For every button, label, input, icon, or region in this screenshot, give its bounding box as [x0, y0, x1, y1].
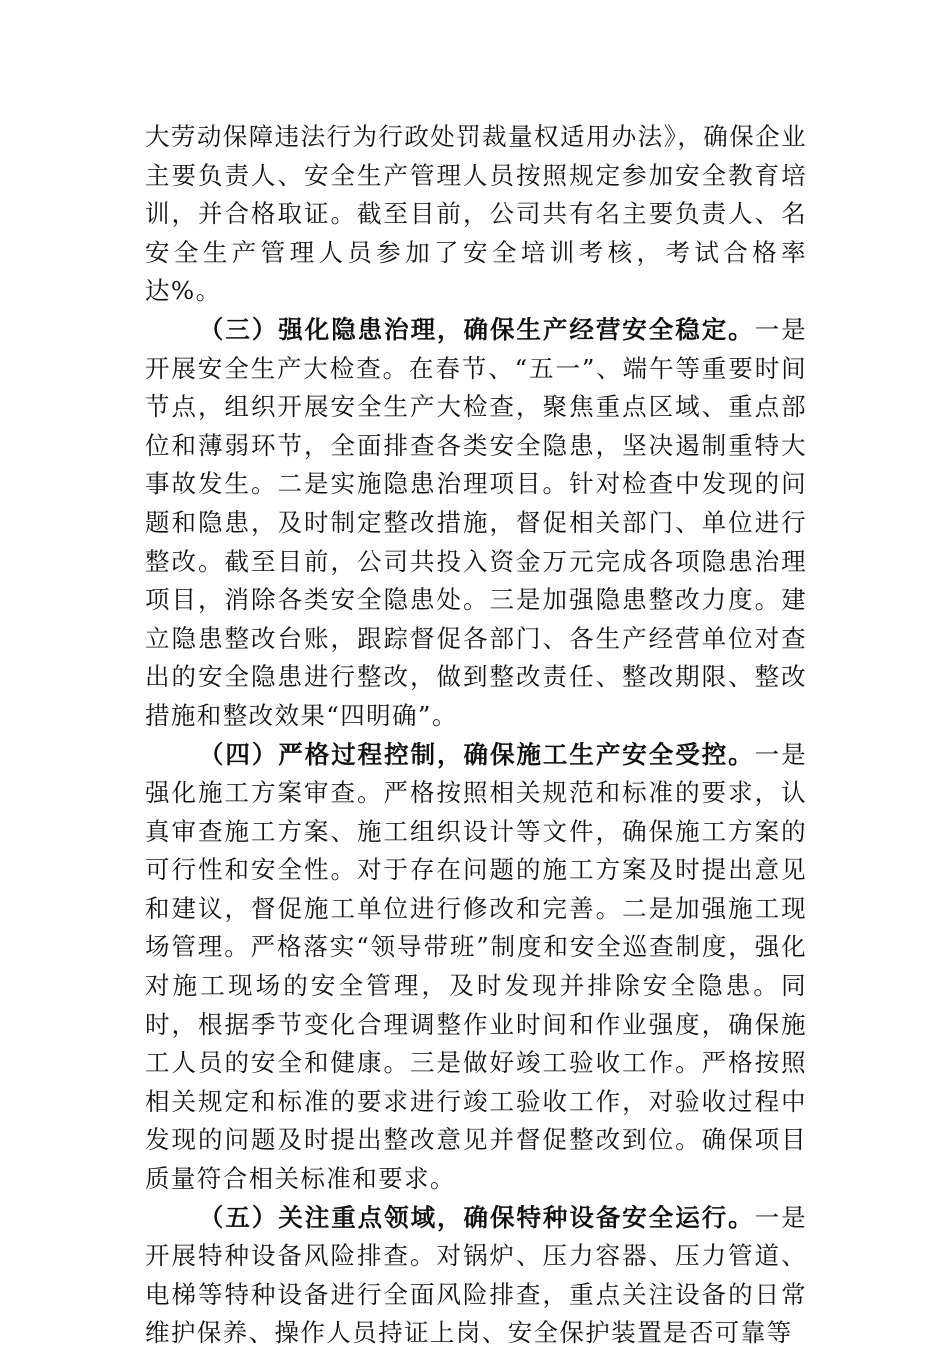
paragraph-text: 一是开展安全生产大检查。在春节、“五一”、端午等重要时间节点，组织开展安全生产大检查，聚焦重点区域、重点部位和薄弱环节，全面排查各类安全隐患，坚决遏制重特大事故发生。二是实施隐患治理项目。针对检查中发现的问题和隐患，及时制定整改措施，督促相关部门、单位进行整改。截至目前，公司共投入资金万元完成各项隐患治理项目，消除各类安全隐患处。三是加强隐患整改力度。建立隐患整改台账，跟踪督促各部门、各生产经营单位对查出的安全隐患进行整改，做到整改责任、整改期限、整改措施和整改效果“四明确”。	[145, 314, 807, 730]
section-heading: （四）严格过程控制，确保施工生产安全受控。	[198, 739, 755, 769]
section-heading: （五）关注重点领域，确保特种设备安全运行。	[198, 1202, 755, 1232]
document-page	[145, 118, 807, 1353]
paragraph-section-4	[145, 736, 807, 1199]
paragraph-text: 大劳动保障违法行为行政处罚裁量权适用办法》，确保企业主要负责人、安全生产管理人员按照规定参加安全教育培训，并合格取证。截至目前，公司共有名主要负责人、名安全生产管理人员参加了安全培训考核，考试合格率达%。	[145, 122, 807, 306]
paragraph-section-5	[145, 1199, 807, 1353]
paragraph-section-3	[145, 311, 807, 736]
section-heading: （三）强化隐患治理，确保生产经营安全稳定。	[198, 314, 755, 344]
paragraph-text: 一是开展特种设备风险排查。对锅炉、压力容器、压力管道、电梯等特种设备进行全面风险排查，重点关注设备的日常维护保养、操作人员持证上岗、安全保护装置是否可靠等	[145, 1202, 807, 1348]
paragraph-continuation	[145, 118, 807, 311]
paragraph-text: 一是强化施工方案审查。严格按照相关规范和标准的要求，认真审查施工方案、施工组织设计等文件，确保施工方案的可行性和安全性。对于存在问题的施工方案及时提出意见和建议，督促施工单位进行修改和完善。二是加强施工现场管理。严格落实“领导带班”制度和安全巡查制度，强化对施工现场的安全管理，及时发现并排除安全隐患。同时，根据季节变化合理调整作业时间和作业强度，确保施工人员的安全和健康。三是做好竣工验收工作。严格按照相关规定和标准的要求进行竣工验收工作，对验收过程中发现的问题及时提出整改意见并督促整改到位。确保项目质量符合相关标准和要求。	[145, 739, 807, 1194]
